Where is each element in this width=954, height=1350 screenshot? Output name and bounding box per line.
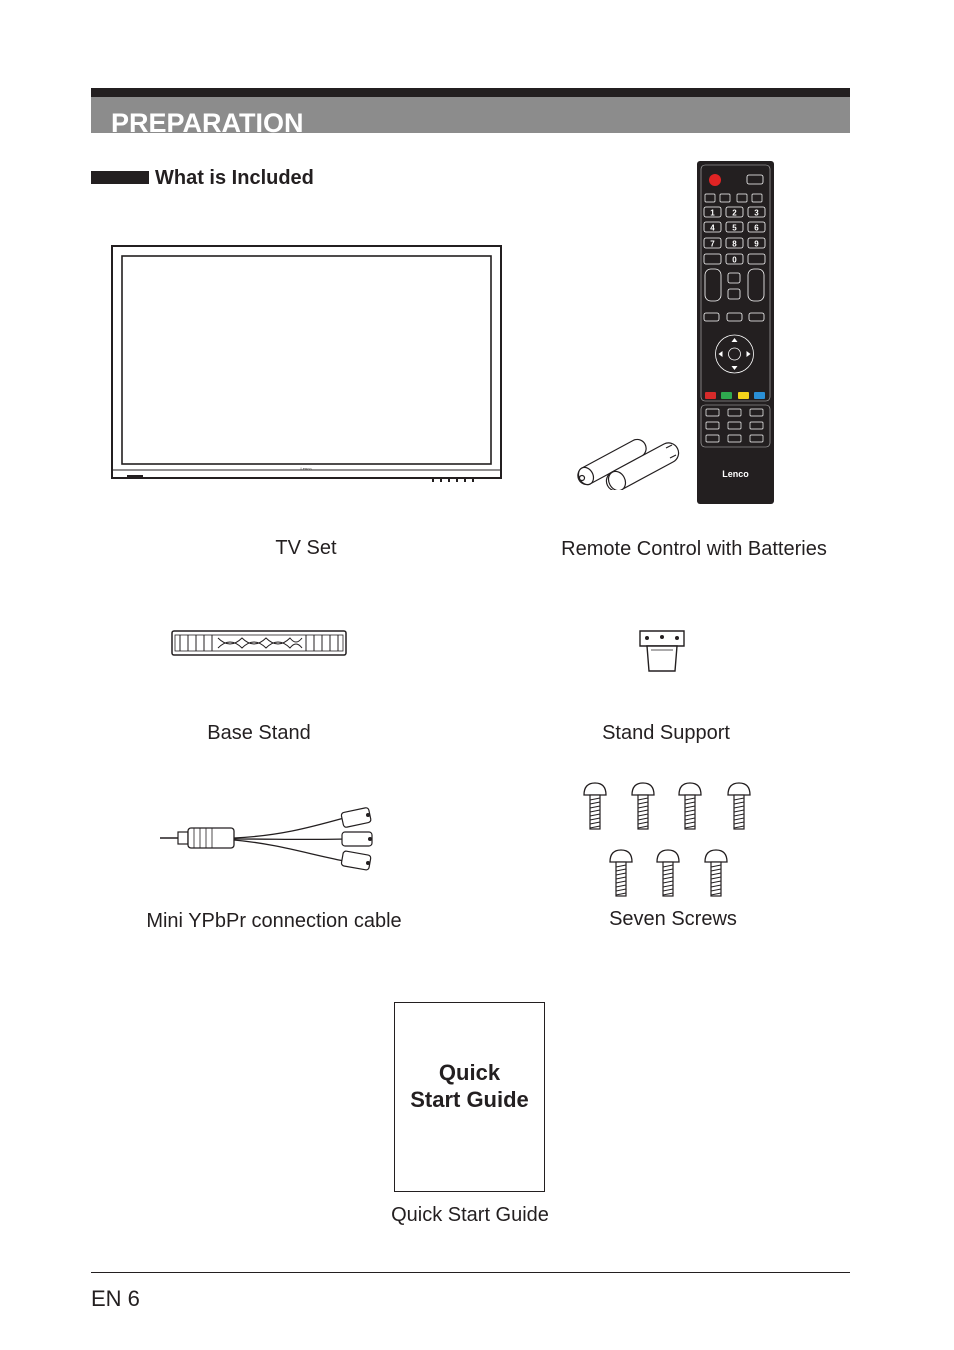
- qsg-cover-line-1: Quick: [438, 1060, 501, 1085]
- section-header-band: [91, 97, 850, 133]
- remote-brand-logo: Lenco: [722, 469, 749, 479]
- subsection-marker: [91, 171, 149, 184]
- yellow-key-icon: [738, 392, 749, 399]
- quick-start-guide-cover-text: [395, 1059, 544, 1113]
- caption-stand-support: Stand Support: [602, 722, 730, 744]
- screws-illustration: [580, 780, 756, 900]
- section-title: PREPARATION: [111, 108, 304, 133]
- quick-start-guide-illustration: [394, 1002, 545, 1192]
- screw-1: [584, 783, 606, 829]
- screw-5: [610, 850, 632, 896]
- screw-4: [728, 783, 750, 829]
- remote-key-9: 9: [754, 239, 759, 249]
- screw-2: [632, 783, 654, 829]
- remote-key-0: 0: [732, 255, 737, 265]
- green-key-icon: [721, 392, 732, 399]
- caption-ypbpr-cable: Mini YPbPr connection cable: [146, 910, 402, 932]
- remote-key-4: 4: [710, 223, 715, 233]
- remote-key-8: 8: [732, 239, 737, 249]
- remote-key-2: 2: [732, 208, 737, 218]
- caption-remote-control: Remote Control with Batteries: [561, 538, 827, 560]
- caption-tv-set: TV Set: [275, 537, 337, 559]
- blue-key-icon: [754, 392, 765, 399]
- subsection-title: What is Included: [155, 167, 314, 189]
- page-number: EN 6: [91, 1286, 140, 1311]
- caption-quick-start-guide: Quick Start Guide: [391, 1204, 549, 1226]
- remote-key-7: 7: [710, 239, 715, 249]
- power-button-icon: [709, 174, 721, 186]
- base-stand-illustration: [170, 628, 348, 658]
- caption-screws: Seven Screws: [609, 908, 737, 930]
- stand-support-illustration: [637, 628, 687, 674]
- red-key-icon: [705, 392, 716, 399]
- tv-set-illustration: [110, 244, 504, 484]
- tv-brand-logo: Lenco: [300, 466, 312, 471]
- screw-3: [679, 783, 701, 829]
- footer-rule: [91, 1272, 850, 1273]
- remote-key-6: 6: [754, 223, 759, 233]
- screw-6: [657, 850, 679, 896]
- batteries-illustration: [574, 430, 682, 490]
- qsg-cover-line-2: Start Guide: [410, 1087, 529, 1112]
- ypbpr-cable-illustration: [158, 806, 382, 872]
- remote-control-illustration: [697, 161, 774, 504]
- caption-base-stand: Base Stand: [207, 722, 311, 744]
- remote-key-5: 5: [732, 223, 737, 233]
- section-top-rule: [91, 88, 850, 97]
- remote-key-3: 3: [754, 208, 759, 218]
- remote-key-1: 1: [710, 208, 715, 218]
- screw-7: [705, 850, 727, 896]
